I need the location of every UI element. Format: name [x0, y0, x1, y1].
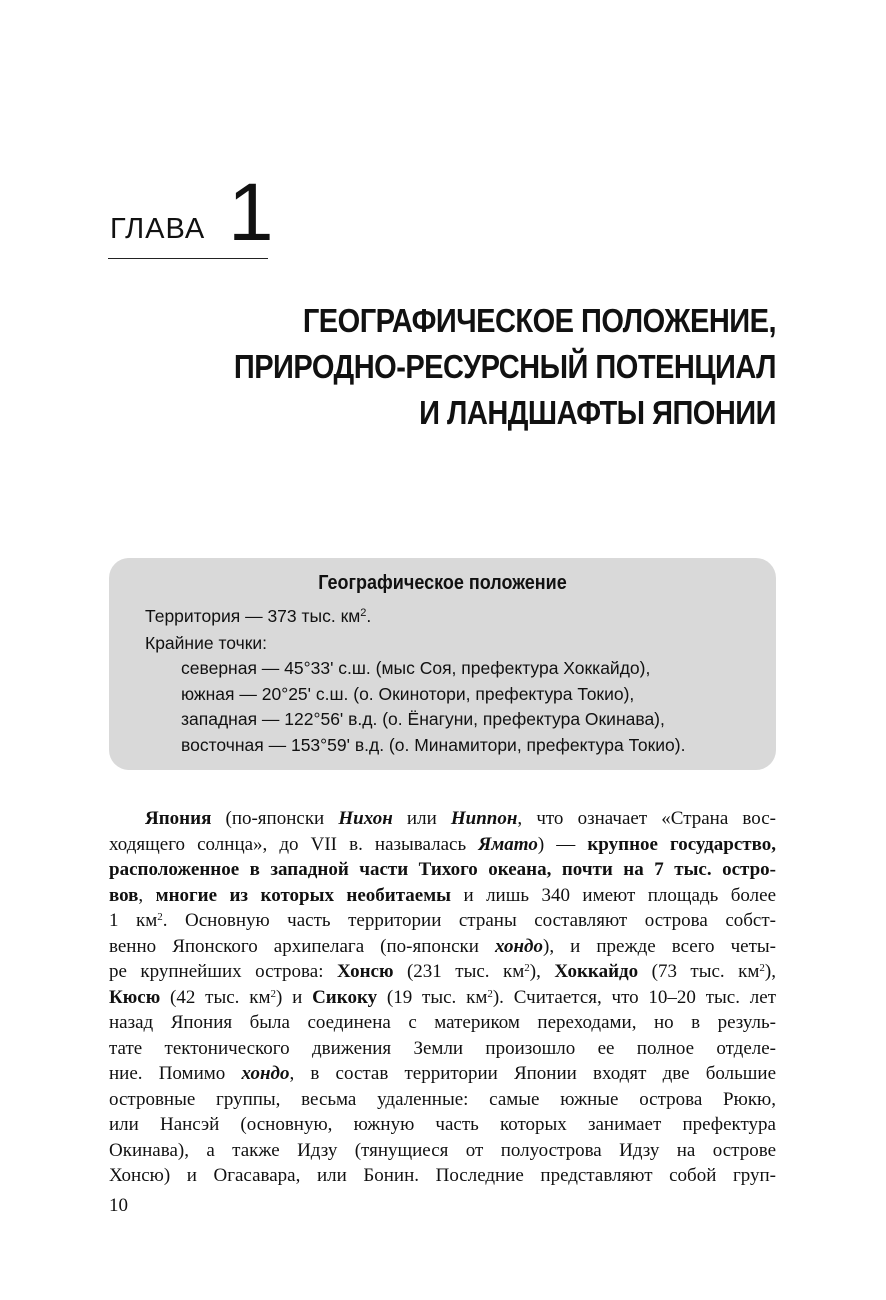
geography-infobox — [109, 558, 776, 770]
chapter-number: 1 — [228, 167, 274, 258]
body-line: или Нансэй (основную, южную часть которых занимает префектура — [109, 1114, 776, 1135]
chapter-heading — [108, 167, 274, 259]
body-line: тате тектонического движения Земли произошло ее полное отделе- — [109, 1037, 776, 1059]
body-line: Япония (по-японски Нихон или Ниппон, что означает «Страна вос- — [145, 808, 776, 829]
body-paragraph — [109, 806, 776, 1189]
body-line: ре крупнейших острова: Хонсю (231 тыс. $км^2$), Хоккайдо (73 тыс. $км^2$), — [109, 961, 776, 982]
chapter-label: ГЛАВА — [110, 213, 206, 245]
body-line: расположенное в западной части Тихого океана, почти на 7 тыс. остро- — [109, 859, 776, 880]
body-line: вов, многие из которых необитаемы и лишь 340 имеют площадь более — [109, 884, 777, 906]
territory-sup: 2 — [360, 607, 367, 619]
body-line: Окинава), а также Идзу (тянущиеся от полуострова Идзу на острове — [109, 1139, 776, 1161]
infobox-point: западная — 122°56' в.д. (о. Ёнагуни, префектура Окинава), — [181, 709, 665, 729]
body-line: назад Япония была соединена с материком переходами, но в резуль- — [109, 1012, 776, 1033]
body-line: ние. Помимо хондо, в состав территории Японии входят две большие — [109, 1063, 776, 1084]
territory-text: Территория — 373 тыс. км — [145, 606, 361, 626]
chapter-title — [213, 298, 776, 436]
body-line: венно Японского архипелага (по-японски хондо), и прежде всего четы- — [109, 935, 776, 957]
territory-end: . — [366, 606, 372, 626]
infobox-point: южная — 20°25' с.ш. (о. Окинотори, префектура Токио), — [181, 684, 635, 704]
chapter-title-line: И ЛАНДШАФТЫ ЯПОНИИ — [419, 394, 776, 431]
body-line: островные группы, весьма удаленные: самые южные острова Рюкю, — [109, 1088, 776, 1110]
infobox-point: северная — 45°33' с.ш. (мыс Соя, префектура Хоккайдо), — [181, 658, 651, 678]
infobox-extreme-points-label: Крайние точки: — [145, 633, 268, 653]
body-line: Кюсю (42 тыс. $км^2$) и Сикоку (19 тыс. $км^2$). Считается, что 10–20 тыс. лет — [109, 986, 776, 1008]
chapter-title-line: ПРИРОДНО-РЕСУРСНЫЙ ПОТЕНЦИАЛ — [233, 348, 776, 385]
infobox-point: восточная — 153°59' в.д. (о. Минамитори, префектура Токио). — [181, 735, 686, 755]
body-line: 1 $км^2$. Основную часть территории страны составляют острова собст- — [109, 910, 776, 931]
page-number: 10 — [109, 1195, 128, 1216]
chapter-title-line: ГЕОГРАФИЧЕСКОЕ ПОЛОЖЕНИЕ, — [302, 302, 776, 339]
body-line: ходящего солнца», до VII в. называлась Ямато) — крупное государство, — [109, 833, 777, 855]
body-line: Хонсю) и Огасавара, или Бонин. Последние представляют собой груп- — [109, 1165, 776, 1186]
infobox-territory — [145, 604, 371, 628]
infobox-heading: Географическое положение — [318, 572, 567, 594]
